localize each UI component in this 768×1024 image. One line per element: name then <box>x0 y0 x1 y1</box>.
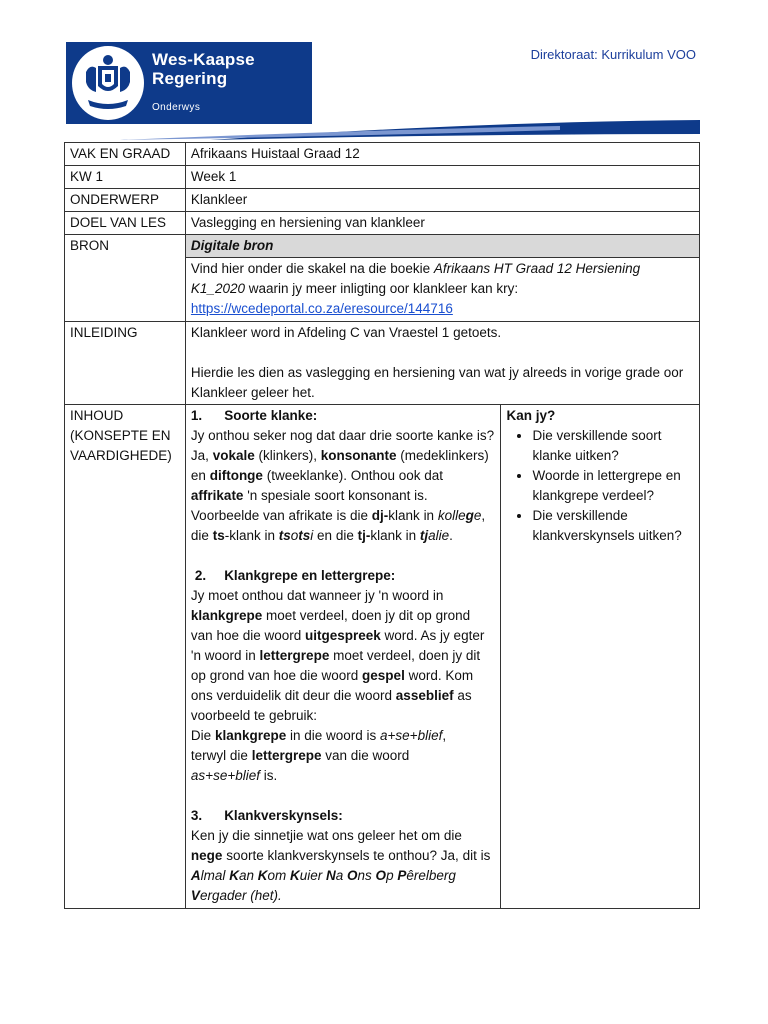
mnemonic-initial: P <box>397 868 407 883</box>
list-item: • Die verskillende klankverskynsels uitken? <box>532 506 694 546</box>
section-3-body: Ken jy die sinnetjie wat ons geleer het om die nege soorte klankverskynsels te onthou? Ja, dit is Almal Kan Kom Kuier Na Ons Op Pêrelberg Vergader (het). <box>190 828 491 903</box>
mnemonic-sentence <box>191 868 456 903</box>
inhoud-content <box>185 405 501 909</box>
label-bron: BRON <box>65 235 186 322</box>
section-1-number: 1. <box>190 408 203 423</box>
logo-title-line2: Regering <box>152 69 228 88</box>
label-vak: VAK EN GRAAD <box>65 143 186 166</box>
bron-heading: Digitale bron <box>185 235 699 258</box>
coat-of-arms-icon <box>80 52 136 114</box>
section-3-title <box>191 806 496 826</box>
logo-title <box>152 50 255 88</box>
list-item: • Woorde in lettergrepe en klankgrepe verdeel? <box>532 466 694 506</box>
label-inhoud <box>65 405 186 909</box>
mnemonic-rest: lmal <box>200 868 230 883</box>
label-doel: DOEL VAN LES <box>65 212 186 235</box>
kan-jy-column <box>501 405 700 909</box>
label-inhoud-2: (KONSEPTE EN <box>70 428 171 443</box>
kan-jy-title: Kan jy? <box>506 408 556 423</box>
kan-jy-list <box>506 426 694 546</box>
bron-booklet-title: Afrikaans HT Graad 12 Hersiening K1_2020 <box>190 261 641 296</box>
section-1-title <box>191 406 496 426</box>
mnemonic-rest: an <box>238 868 258 883</box>
label-inhoud-1: INHOUD <box>70 408 124 423</box>
mnemonic-rest: ergader <box>199 888 251 903</box>
value-doel: Vaslegging en hersiening van klankleer <box>185 212 699 235</box>
row-vak <box>65 143 700 166</box>
bron-text-2: waarin jy meer inligting oor klankleer kan kry: <box>244 281 519 296</box>
mnemonic-rest: a <box>335 868 348 883</box>
mnemonic-initial: O <box>347 868 358 883</box>
inleiding-text <box>185 322 699 405</box>
list-item: • Die verskillende soort klanke uitken? <box>532 426 694 466</box>
row-doel <box>65 212 700 235</box>
label-kw: KW 1 <box>65 166 186 189</box>
bron-text-1: Vind hier onder die skakel na die boekie <box>190 261 434 276</box>
section-3-heading: Klankverskynsels: <box>224 808 343 823</box>
mnemonic-initial: O <box>375 868 387 883</box>
bron-text <box>185 258 699 322</box>
mnemonic-initial: K <box>289 868 300 883</box>
coat-of-arms-emblem <box>72 46 144 120</box>
mnemonic-initial: K <box>229 868 239 883</box>
value-onderwerp: Klankleer <box>185 189 699 212</box>
mnemonic-rest: uier <box>299 868 326 883</box>
section-1-body: Jy onthou seker nog dat daar drie soorte kanke is? Ja, vokale (klinkers), konsonante (medeklinkers) en diftonge (tweeklanke). Onthou ook dat affrikate 'n spesiale soort konsonant is. Voorbeelde van afrikate is die dj-klank in kollege, die ts-klank in tsotsi en die tj-klank in tjalie. <box>190 428 495 543</box>
mnemonic-initial: V <box>190 888 200 903</box>
label-onderwerp: ONDERWERP <box>65 189 186 212</box>
section-3-number: 3. <box>190 808 203 823</box>
mnemonic-rest: om <box>267 868 290 883</box>
section-2-number: 2. <box>194 568 207 583</box>
inleiding-para-2: Hierdie les dien as vaslegging en hersiening van wat jy alreeds in vorige grade oor Klankleer geleer het. <box>190 365 684 400</box>
logo-title-line1: Wes-Kaapse <box>152 50 255 69</box>
header-swoosh-decoration <box>0 110 768 140</box>
row-inleiding <box>65 322 700 405</box>
mnemonic-rest: p <box>386 868 398 883</box>
inleiding-para-1: Klankleer word in Afdeling C van Vraestel 1 getoets. <box>190 325 502 340</box>
row-bron-head <box>65 235 700 258</box>
row-kw <box>65 166 700 189</box>
lesson-plan-table <box>64 142 700 909</box>
logo-subtitle: Onderwys <box>152 102 201 113</box>
section-2-body: Jy moet onthou dat wanneer jy 'n woord in klankgrepe moet verdeel, doen jy dit op grond van hoe die woord uitgespreek word. As jy egter 'n woord in lettergrepe moet verdeel, doen jy dit op grond van hoe die woord gespel word. Kom ons verduidelik dit deur die woord asseblief as voorbeeld te gebruik: Die klankgrepe in die woord is a+se+blief, terwyl die lettergrepe van die woord as+se+blief is. <box>190 588 485 783</box>
mnemonic-rest: ns <box>357 868 376 883</box>
row-onderwerp <box>65 189 700 212</box>
mnemonic-initial: K <box>257 868 268 883</box>
mnemonic-initial: N <box>326 868 336 883</box>
bron-link[interactable]: https://wcedeportal.co.za/eresource/144716 <box>190 301 453 316</box>
section-2-heading: Klankgrepe en lettergrepe: <box>224 568 396 583</box>
mnemonic-initial: A <box>190 868 201 883</box>
label-inhoud-3: VAARDIGHEDE) <box>70 448 172 463</box>
section-2-title <box>191 566 496 586</box>
label-inleiding: INLEIDING <box>65 322 186 405</box>
mnemonic-rest: êrelberg <box>406 868 456 883</box>
value-vak: Afrikaans Huistaal Graad 12 <box>185 143 699 166</box>
directorate-title: Direktoraat: Kurrikulum VOO <box>530 47 696 62</box>
section-1-heading: Soorte klanke: <box>224 408 318 423</box>
value-kw: Week 1 <box>185 166 699 189</box>
page-header <box>0 0 768 140</box>
row-inhoud <box>65 405 700 909</box>
